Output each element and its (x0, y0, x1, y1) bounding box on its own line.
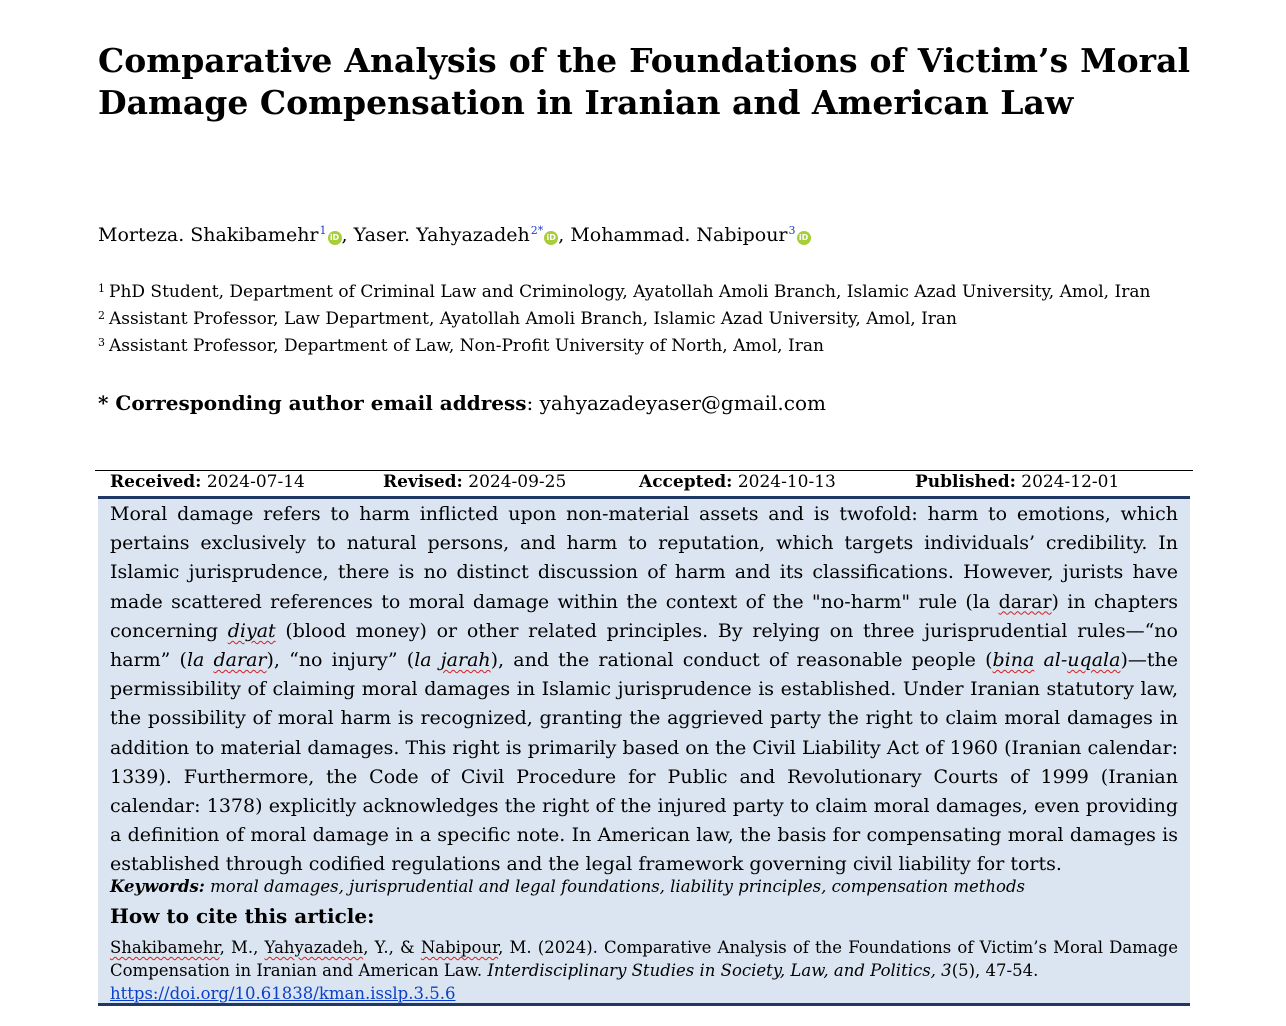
corresponding-email[interactable]: yahyazadeyaser@gmail.com (539, 391, 826, 415)
abstract-segment: (blood money) or other related principles. By relying on three jurisprudential rules—“no harm” ( (110, 619, 1178, 672)
author-1 (98, 224, 354, 246)
affiliation-text: Assistant Professor, Law Department, Ayatollah Amoli Branch, Islamic Azad University, Amol, Iran (109, 309, 957, 329)
abstract-segment: al- (1034, 649, 1068, 672)
orcid-icon[interactable]: iD (797, 231, 811, 245)
abstract-bottom-rule (98, 1003, 1190, 1006)
author-name: Morteza. Shakibamehr (98, 224, 319, 247)
paper-title: Comparative Analysis of the Foundations of Victim’s Moral Damage Compensation in Iranian and American Law (98, 41, 1190, 122)
flagged-word: darar (213, 649, 267, 672)
doi-link[interactable]: https://doi.org/10.61838/kman.isslp.3.5.6 (110, 984, 456, 1003)
cite-heading: How to cite this article: (110, 904, 375, 928)
affiliations (98, 277, 1150, 358)
abstract-panel (98, 499, 1190, 1004)
orcid-icon[interactable]: iD (328, 231, 342, 245)
author-name: Yaser. Yahyazadeh (353, 224, 530, 247)
date-received (110, 472, 305, 492)
affiliation-number: 2 (98, 309, 105, 322)
flagged-word: Nabipour (420, 938, 499, 957)
citation-text (110, 936, 1178, 1005)
date-published (915, 472, 1119, 492)
affiliation-2 (98, 304, 1150, 331)
abstract-segment: ), and the rational conduct of reasonable people ( (490, 649, 993, 672)
abstract-segment: la (186, 649, 214, 672)
corresponding-author (98, 391, 826, 415)
citation-segment: , Y., & (363, 938, 421, 957)
affiliation-3 (98, 331, 1150, 358)
flagged-word: darar (998, 590, 1052, 613)
citation-segment: , M., (219, 938, 265, 957)
abstract-segment: Moral damage refers to harm inflicted upon non-material assets and is twofold: harm to emotions, which pertains exclusively to natural persons, and harm to reputation, which targets individuals’ credibility. In Islamic jurisprudence, there is no distinct discussion of harm and its classifications. However, jurists have made scattered references to moral damage within the context of the "no-harm" rule (la (110, 503, 1178, 613)
dates-top-rule (95, 470, 1193, 471)
author-name: Mohammad. Nabipour (570, 224, 788, 247)
abstract-text (110, 500, 1178, 880)
keywords (110, 877, 1025, 896)
citation-segment: (5), 47-54. (951, 961, 1039, 980)
date-revised (383, 472, 566, 492)
affiliation-1 (98, 277, 1150, 304)
abstract-segment: ), “no injury” ( (266, 649, 415, 672)
affiliation-number: 3 (98, 336, 105, 349)
corresponding-separator: : (526, 391, 540, 415)
author-separator: , (558, 224, 571, 247)
author-list (98, 224, 811, 246)
date-label: Published: (915, 472, 1016, 492)
flagged-word: Yahyazadeh (264, 938, 364, 957)
abstract-segment: )—the permissibility of claiming moral damages in Islamic jurisprudence is established. Under Iranian statutory law, the possibility of moral harm is recognized, granting the aggrieved party the right to claim moral damages in addition to material damages. This right is primarily based on the Civil Liability Act of 1960 (Iranian calendar: 1339). Furthermore, the Code of Civil Procedure for Public and Revolutionary Courts of 1999 (Iranian calendar: 1378) explicitly acknowledges the right of the injured party to claim moral damages, even providing a definition of moral damage in a specific note. In American law, the basis for compensating moral damages is established through codified regulations and the legal framework governing civil liability for torts. (110, 649, 1178, 876)
author-2 (354, 224, 571, 246)
affiliation-text: Assistant Professor, Department of Law, Non-Profit University of North, Amol, Iran (109, 336, 824, 356)
date-label: Received: (110, 472, 202, 492)
affiliation-marker: 3 (788, 224, 796, 237)
corresponding-label: * Corresponding author email address (98, 391, 527, 415)
author-separator: , (341, 224, 354, 247)
author-3 (570, 224, 810, 246)
abstract-segment: ) in chapters concerning (110, 590, 1179, 642)
flagged-word: bina (992, 649, 1035, 672)
date-value: 2024-12-01 (1015, 472, 1120, 492)
affiliation-marker: 1 (319, 224, 327, 237)
keywords-text: moral damages, jurisprudential and legal foundations, liability principles, compensation methods (204, 877, 1025, 896)
citation-segment: , M. (2024). Comparative Analysis of the Foundations of Victim’s Moral Damage Compensation in Iranian and American Law. (110, 938, 1178, 980)
abstract-segment: la (414, 649, 441, 672)
flagged-word: diyat (227, 619, 276, 642)
date-value: 2024-09-25 (462, 472, 567, 492)
date-accepted (639, 472, 836, 492)
flagged-word: Shakibamehr (110, 938, 220, 957)
date-label: Revised: (383, 472, 463, 492)
affiliation-marker: 2* (530, 224, 544, 237)
date-value: 2024-07-14 (201, 472, 305, 492)
date-label: Accepted: (639, 472, 733, 492)
affiliation-text: PhD Student, Department of Criminal Law and Criminology, Ayatollah Amoli Branch, Islamic Azad University, Amol, Iran (109, 282, 1151, 302)
journal-name: Interdisciplinary Studies in Society, Law, and Politics, 3 (487, 961, 952, 980)
date-value: 2024-10-13 (732, 472, 836, 492)
flagged-word: jarah (440, 649, 491, 672)
flagged-word: uqala (1067, 649, 1121, 672)
orcid-icon[interactable]: iD (544, 231, 558, 245)
affiliation-number: 1 (98, 282, 105, 295)
keywords-label: Keywords: (110, 877, 205, 896)
